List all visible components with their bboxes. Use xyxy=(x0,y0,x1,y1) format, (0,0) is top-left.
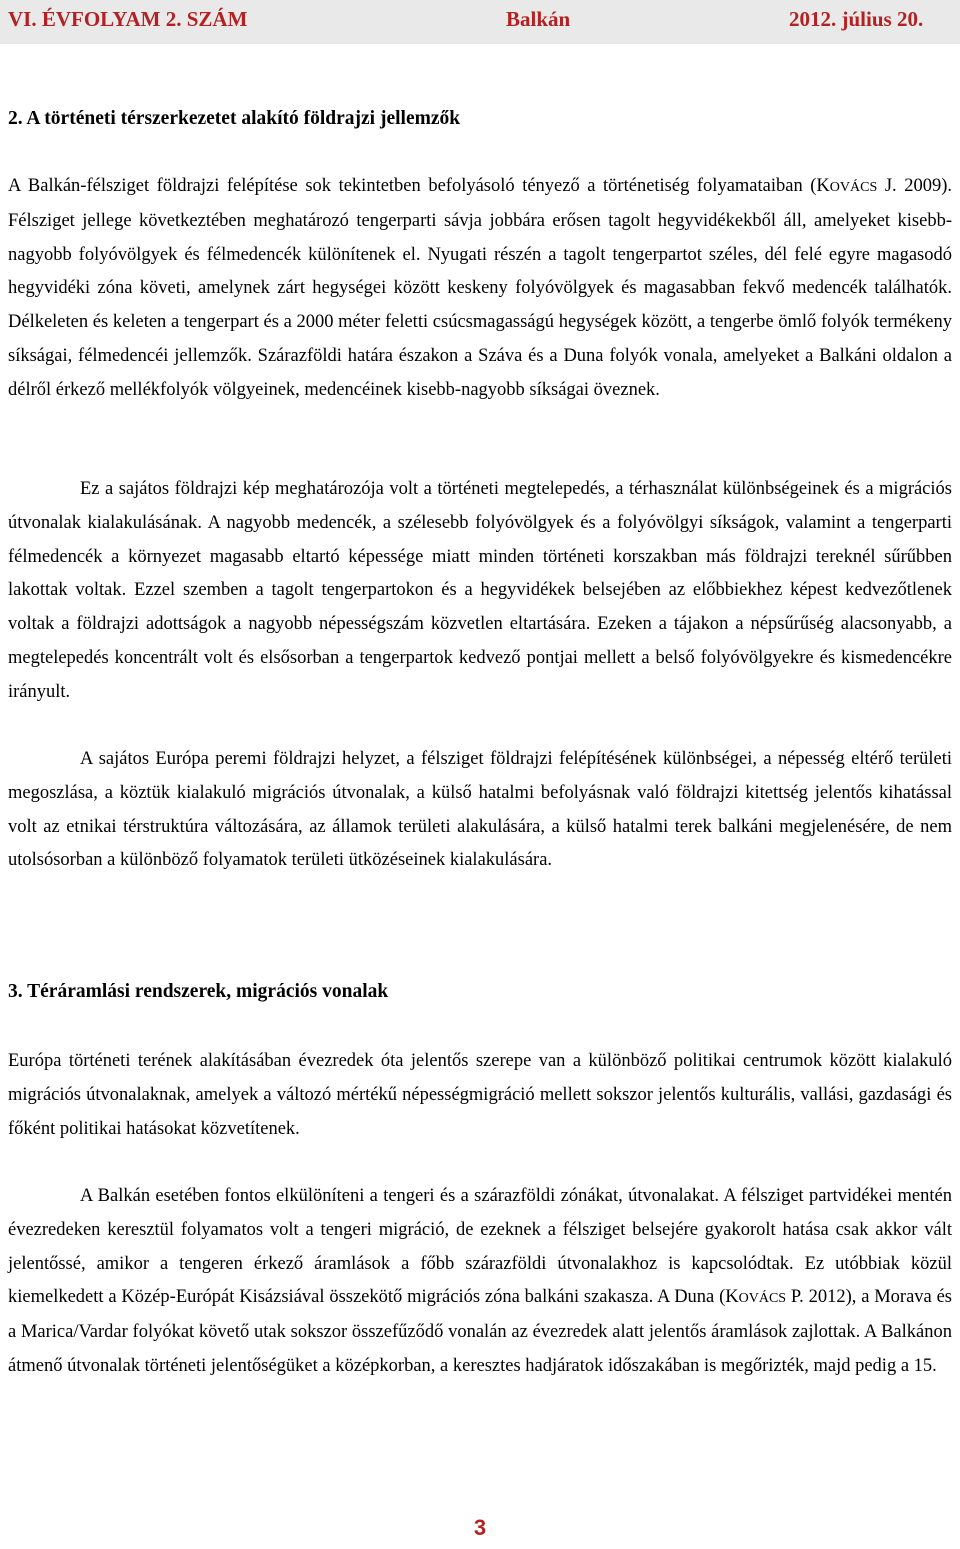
journal-title: Balkán xyxy=(506,7,571,31)
section-heading-3: 3. Téráramlási rendszerek, migrációs vonalak xyxy=(8,981,389,1002)
author-smallcaps-1: OVÁCS xyxy=(829,180,878,195)
paragraph-1-text-b: J. 2009). Félsziget jellege következtében meghatározó tengerparti sávja jobbára erősen tagolt hegyvidékekből áll, amelyeket kisebb-nagyobb folyóvölgyek és félmedencék különítenek el. Nyugati részén a tagolt tengerpartot széles, dél felé egyre magasodó hegyvidéki zóna követi, amelynek zárt hegységei között keskeny folyóvölgyek és magasabban fekvő medencék találhatók. Délkeleten és keleten a tengerpart és a 2000 méter feletti csúcsmagasságú hegységek között, a tengerbe ömlő folyók termékeny síkságai, félmedencéi jellemzők. Szárazföldi határa északon a Száva és a Duna folyók vonala, amelyeket a Balkáni oldalon a délről érkező mellékfolyók völgyeinek, medencéinek kisebb-nagyobb síkságai öveznek. xyxy=(8,176,952,400)
paragraph-3: A sajátos Európa peremi földrajzi helyzet, a félsziget földrajzi felépítésének különbségei, a népesség eltérő területi megoszlása, a köztük kialakuló migrációs útvonalak, a külső hatalmi befolyásnak való földrajzi kitettség jelentős kihatással volt az etnikai térstruktúra változására, az államok területi alakulására, a külső hatalmi terek balkáni megjelenésére, de nem utolsósorban a különböző folyamatok területi ütközéseinek kialakulására. xyxy=(8,749,952,871)
paragraph-5-text-a: A Balkán esetében fontos elkülöníteni a tengeri és a szárazföldi zónákat, útvonalakat. A félsziget partvidékei mentén évezredeken keresztül folyamatos volt a tengeri migráció, de ezeknek a félsziget belsejére gyakorolt hatása csak akkor vált jelentőssé, amikor a tengeren érkező áramlások a főbb szárazföldi útvonalakhoz is kapcsolódtak. Ez utóbbiak közül kiemelkedett a Közép-Európát Kisázsiával összekötő migrációs zóna balkáni szakasza. A Duna (K xyxy=(8,1186,952,1308)
paragraph-1-text-a: A Balkán-félsziget földrajzi felépítése sok tekintetben befolyásoló tényező a történetiség folyamataiban (K xyxy=(8,176,830,196)
journal-volume-issue: VI. ÉVFOLYAM 2. SZÁM xyxy=(8,7,248,31)
paragraph-1 xyxy=(8,170,952,408)
paragraph-4: Európa történeti terének alakításában évezredek óta jelentős szerepe van a különböző politikai centrumok között kialakuló migrációs útvonalaknak, amelyek a változó mértékű népességmigráció mellett sokszor jelentős kulturális, vallási, gazdasági és főként politikai hatásokat közvetítenek. xyxy=(8,1051,952,1139)
paragraph-5 xyxy=(8,1180,952,1384)
paragraph-5-text-b: P. 2012), a Morava és a Marica/Vardar folyókat követő utak sokszor összefűződő vonalán az évezredek alatt jelentős áramlások zajlottak. A Balkánon átmenő útvonalak történeti jelentőségüket a középkorban, a keresztes hadjáratok időszakában is megőrizték, majd pedig a 15. xyxy=(8,1287,952,1376)
author-smallcaps-2: OVÁCS xyxy=(738,1291,787,1307)
section-heading-2: 2. A történeti térszerkezetet alakító földrajzi jellemzők xyxy=(8,108,461,129)
page-number: 3 xyxy=(473,1515,487,1540)
running-header xyxy=(0,0,960,44)
issue-date: 2012. július 20. xyxy=(789,7,924,31)
paragraph-2: Ez a sajátos földrajzi kép meghatározója volt a történeti megtelepedés, a térhasználat különbségeinek és a migrációs útvonalak kialakulásának. A nagyobb medencék, a szélesebb folyóvölgyek és a folyóvölgyi síkságok, valamint a tengerparti félmedencék a környezet magasabb eltartó képessége miatt minden történeti korszakban más földrajzi tereknél sűrűbben lakottak voltak. Ezzel szemben a tagolt tengerpartokon és a hegyvidékek belsejében az előbbiekhez képest kedvezőtlenek voltak a földrajzi adottságok a nagyobb népességszám közvetlen eltartására. Ezeken a tájakon a népsűrűség alacsonyabb, a megtelepedés koncentrált volt és elsősorban a tengerpartok kedvező pontjai mellett a belső folyóvölgyekre és kismedencékre irányult. xyxy=(8,479,952,702)
